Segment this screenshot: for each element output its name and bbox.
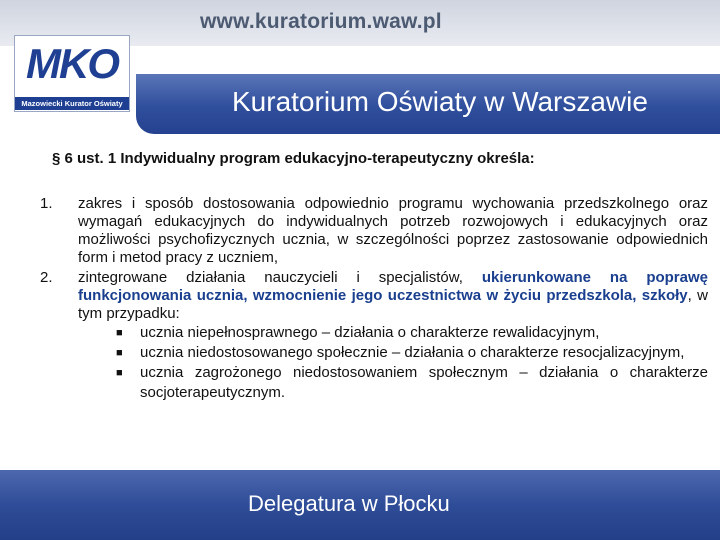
bullet-text: ucznia zagrożonego niedostosowaniem społecznym – działania o charakterze socjoterapeutycznym. xyxy=(140,364,708,401)
bullet-item xyxy=(116,343,708,363)
square-bullet-icon: ■ xyxy=(116,347,123,359)
list-item xyxy=(38,195,708,267)
footer-text: Delegatura w Płocku xyxy=(248,491,450,516)
item-number: 2. xyxy=(40,269,53,286)
header xyxy=(0,0,720,136)
website-url: www.kuratorium.waw.pl xyxy=(200,10,442,33)
item-text: zintegrowane działania nauczycieli i specjalistów, xyxy=(78,269,482,286)
content-heading: § 6 ust. 1 Indywidualny program edukacyjno-terapeutyczny określa: xyxy=(52,150,535,167)
logo-letters: MKO xyxy=(26,40,118,87)
square-bullet-icon: ■ xyxy=(116,327,123,339)
list-item xyxy=(38,269,708,403)
bullet-text: ucznia niepełnosprawnego – działania o charakterze rewalidacyjnym, xyxy=(140,324,600,341)
item-highlight: ukierunkowane na poprawę funkcjonowania ucznia, wzmocnienie jego uczestnictwa w życiu przedszkola, szkoły xyxy=(78,269,708,304)
bullet-text: ucznia niedostosowanego społecznie – działania o charakterze resocjalizacyjnym, xyxy=(140,344,685,361)
logo-caption: Mazowiecki Kurator Oświaty xyxy=(15,97,129,110)
bullet-item xyxy=(116,323,708,343)
bullet-list xyxy=(78,323,708,403)
bullet-item xyxy=(116,363,708,403)
item-text: zakres i sposób dostosowania odpowiednio programu wychowania przedszkolnego oraz wymagań edukacyjnych do indywidualnych potrzeb rozwojowych i edukacyjnych oraz możliwości psychofizycznych ucznia, w szczególności poprzez zastosowanie odpowiednich form i metod pracy z uczniem, xyxy=(78,195,708,266)
numbered-list xyxy=(38,195,708,405)
item-number: 1. xyxy=(40,195,53,212)
logo xyxy=(14,35,130,112)
item-text-after: , w tym przypadku: xyxy=(78,287,708,322)
title-bar xyxy=(136,74,720,134)
square-bullet-icon: ■ xyxy=(116,367,123,379)
page-title: Kuratorium Oświaty w Warszawie xyxy=(232,86,648,117)
footer xyxy=(0,470,720,540)
